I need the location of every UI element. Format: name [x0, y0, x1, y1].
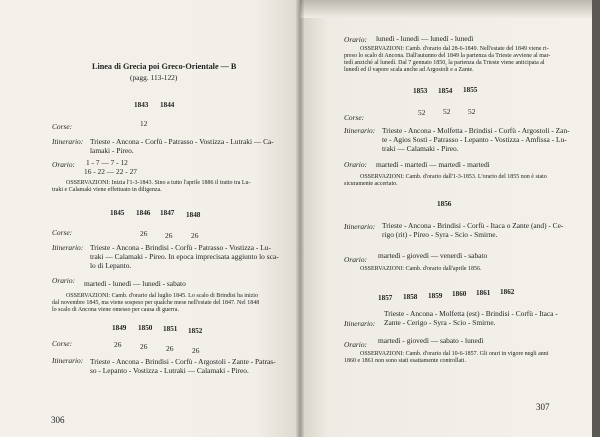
book-gutter — [296, 0, 304, 437]
orario-label: Orario: — [344, 160, 367, 169]
corse-value: 52 — [418, 108, 426, 117]
itinerario-text: traki — Calamaki - Pireo. — [382, 144, 459, 153]
year-1862: 1862 — [500, 288, 515, 296]
osservazioni-text: traki e Calamaki viene effettuato in diligenza. — [52, 187, 162, 193]
osservazioni-text: OSSERVAZIONI: Camb. d'orario dal 28-6-1849. Nell'estate del 1849 viene ri- — [360, 46, 549, 52]
itinerario-text: Trieste - Ancona - Corfù - Patrasso - Vostizza - Lutraki — Ca- — [90, 137, 274, 146]
osservazioni-text: 1860 e 1861 non sono stati esattamente controllati. — [344, 358, 466, 364]
corse-label: Corse: — [52, 339, 73, 348]
corse-value: 26 — [114, 340, 122, 349]
page-number: 306 — [51, 415, 65, 425]
itinerario-text: te - Agios Sostì - Patrasso - Lepanto - Vostizza - Amfissa - Lu- — [382, 135, 567, 144]
section-title: Linea di Grecia poi Greco-Orientale — B — [92, 62, 237, 71]
itinerario-text: Trieste - Ancona - Brindisi - Corfù - Argostoli - Zante - Patras- — [90, 357, 276, 366]
book-edge — [592, 0, 600, 437]
year-1848: 1848 — [186, 211, 201, 219]
orario-text: 1 - 7 — 7 - 12 — [86, 158, 128, 167]
itinerario-text: rigo (rit) - Pireo - Syra - Scio - Smirne. — [382, 230, 498, 239]
osservazioni-text: OSSERVAZIONI: Camb. d'orario dall'aprile 1856. — [360, 266, 482, 272]
osservazioni-text: OSSERVAZIONI: Camb. d'orario dal 10-6-1857. Gli orari in vigore negli anni — [360, 351, 549, 357]
orario-text: martedì - giovedì — sabato - lunedì — [378, 336, 484, 345]
osservazioni-text: lunedì ed il vapore scala anche ad Argostoli e a Zante. — [344, 67, 474, 73]
corse-label: Corse: — [344, 113, 365, 122]
year-1843: 1843 — [134, 101, 149, 109]
orario-label: Orario: — [52, 276, 75, 285]
itinerario-label: Itinerario: — [344, 222, 376, 231]
year-1846: 1846 — [136, 209, 151, 217]
itinerario-text: Zante - Cerigo - Syra - Scio - Smirne. — [384, 318, 496, 327]
corse-value: 26 — [140, 229, 148, 238]
corse-value: 26 — [166, 344, 174, 353]
orario-label: Orario: — [344, 340, 367, 349]
itinerario-text: so - Lepanto - Vostizza - Lutraki — Calamaki - Pireo. — [90, 366, 249, 375]
itinerario-label: Itinerario: — [52, 137, 84, 146]
itinerario-text: lamaki - Pireo. — [90, 146, 134, 155]
osservazioni-text: tedì anziché al lunedì. Dal 7 gennaio 1850, la partenza da Trieste viene anticipata al — [344, 60, 545, 66]
orario-text: lunedì - lunedì — lunedì - lunedì — [376, 34, 474, 43]
corse-value: 26 — [165, 231, 173, 240]
orario-text: martedì - martedì — martedì - martedì — [376, 160, 490, 169]
orario-text: 16 - 22 — 22 - 27 — [84, 167, 137, 176]
year-1845: 1845 — [110, 209, 125, 217]
orario-text: martedì - giovedì — venerdì - sabato — [378, 251, 488, 260]
itinerario-text: Trieste - Ancona - Brindisi - Corfù - Patrasso - Vostizza - Lu- — [90, 243, 271, 252]
osservazioni-text: dal novembre 1845, ma viene sospeso per qualche mese nell'estate del 1847. Nel 1848 — [52, 300, 260, 306]
corse-value: 52 — [443, 107, 451, 116]
corse-value: 12 — [140, 119, 148, 128]
year-1847: 1847 — [160, 209, 175, 217]
osservazioni-text: preso lo scalo di Ancona. Dall'autunno del 1849 la partenza da Trieste avviene al mar- — [344, 53, 551, 59]
osservazioni-text: OSSERVAZIONI: Inizia l'1-3-1843. Sino a tutto l'aprile 1886 il tratto tra Lu- — [66, 180, 251, 186]
itinerario-label: Itinerario: — [52, 243, 84, 252]
corse-label: Corse: — [52, 228, 73, 237]
year-1844: 1844 — [160, 101, 175, 109]
itinerario-text: Trieste - Ancona - Brindisi - Corfù - Itaca o Zante (and) - Ce- — [382, 221, 564, 230]
corse-value: 52 — [468, 107, 476, 116]
osservazioni-text: sicuramente accertato. — [344, 181, 398, 187]
itinerario-text: lo di Lepanto. — [90, 261, 132, 270]
orario-label: Orario: — [344, 255, 367, 264]
page-curl-shadow — [300, 0, 592, 18]
itinerario-label: Itinerario: — [344, 319, 376, 328]
osservazioni-text: lo scalo di Ancona viene omesso per causa di guerra. — [52, 307, 179, 313]
itinerario-text: Trieste - Ancona - Molfetta - Brindisi - Corfù - Argostoli - Zan- — [382, 126, 570, 135]
osservazioni-text: OSSERVAZIONI: Camb. d'orario dall'1-3-1853. L'orario del 1855 non è stato — [360, 174, 547, 180]
itinerario-label: Itinerario: — [344, 126, 376, 135]
corse-value: 26 — [192, 346, 200, 355]
pages-reference: (pagg. 113-122) — [130, 73, 178, 82]
orario-label: Orario: — [52, 160, 75, 169]
itinerario-text: Trieste - Ancona - Molfetta (est) - Brindisi - Corfù - Itaca - — [384, 309, 558, 318]
year-1854: 1854 — [438, 87, 453, 95]
corse-label: Corse: — [52, 122, 73, 131]
year-1856: 1856 — [437, 200, 452, 208]
year-1851: 1851 — [163, 325, 178, 333]
year-1860: 1860 — [452, 290, 467, 298]
orario-label: Orario: — [344, 35, 367, 44]
orario-text: martedì - lunedì — lunedì - sabato — [84, 279, 186, 288]
osservazioni-text: OSSERVAZIONI: Camb. d'orario dal luglio 1845. Lo scalo di Brindisi ha inizio — [66, 293, 258, 299]
year-1857: 1857 — [378, 294, 393, 302]
year-1859: 1859 — [428, 292, 443, 300]
year-1849: 1849 — [112, 324, 127, 332]
year-1852: 1852 — [188, 327, 203, 335]
year-1855: 1855 — [463, 86, 478, 94]
itinerario-text: traki — Calamaki - Pireo. In epoca imprecisata aggiunto lo sca- — [90, 252, 279, 261]
year-1858: 1858 — [403, 293, 418, 301]
corse-value: 26 — [191, 231, 199, 240]
corse-value: 26 — [140, 342, 148, 351]
year-1861: 1861 — [476, 289, 491, 297]
page-number: 307 — [536, 402, 550, 412]
itinerario-label: Itinerario: — [52, 356, 84, 365]
year-1853: 1853 — [413, 87, 428, 95]
year-1850: 1850 — [138, 324, 153, 332]
